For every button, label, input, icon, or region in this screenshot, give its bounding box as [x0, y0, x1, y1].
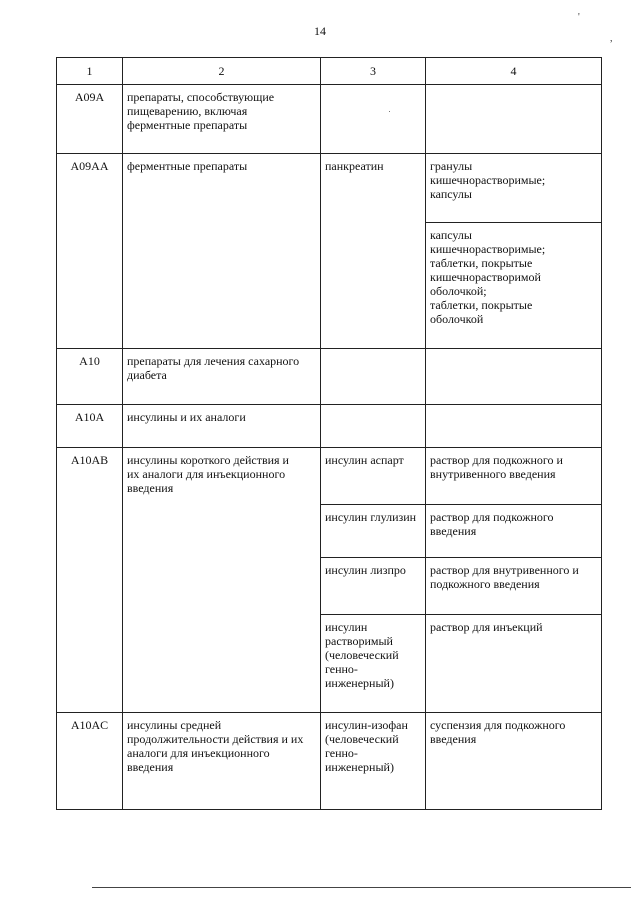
atc-code-cell: A09AA: [57, 154, 123, 349]
drug-cell: инсулин лизпро: [321, 558, 426, 615]
form-cell: раствор для инъекций: [426, 615, 602, 713]
table-row: [57, 713, 602, 810]
drug-cell: инсулин аспарт: [321, 448, 426, 505]
group-cell: инсулины короткого действия и их аналоги для инъекционного введения: [123, 448, 321, 713]
scan-mark: ,: [610, 33, 613, 44]
group-cell: препараты, способствующие пищеварению, включая ферментные препараты: [123, 85, 321, 154]
drug-cell: инсулин растворимый (человеческий генно- инженерный): [321, 615, 426, 713]
column-header: 3: [321, 58, 426, 85]
atc-code-cell: A09A: [57, 85, 123, 154]
form-cell: гранулы кишечнорастворимые; капсулы: [426, 154, 602, 223]
drug-cell: [321, 85, 426, 154]
form-cell: раствор для внутривенного и подкожного введения: [426, 558, 602, 615]
form-cell: раствор для подкожного и внутривенного введения: [426, 448, 602, 505]
medication-table: [56, 57, 602, 810]
table-header-row: [57, 58, 602, 85]
drug-cell: инсулин-изофан (человеческий генно- инженерный): [321, 713, 426, 810]
table-row: [57, 349, 602, 405]
page-number: 14: [314, 24, 326, 38]
table-row: [57, 154, 602, 223]
group-cell: ферментные препараты: [123, 154, 321, 349]
scan-mark: ': [578, 12, 580, 23]
drug-cell: инсулин глулизин: [321, 505, 426, 558]
column-header: 1: [57, 58, 123, 85]
form-cell: суспензия для подкожного введения: [426, 713, 602, 810]
atc-code-cell: A10AC: [57, 713, 123, 810]
drug-cell: [321, 349, 426, 405]
atc-code-cell: A10: [57, 349, 123, 405]
drug-cell: панкреатин: [321, 154, 426, 349]
column-header: 4: [426, 58, 602, 85]
group-cell: препараты для лечения сахарного диабета: [123, 349, 321, 405]
group-cell: инсулины средней продолжительности действия и их аналоги для инъекционного введения: [123, 713, 321, 810]
group-cell: инсулины и их аналоги: [123, 405, 321, 448]
drug-cell: [321, 405, 426, 448]
form-cell: капсулы кишечнорастворимые; таблетки, покрытые кишечнорастворимой оболочкой; таблетки, покрытые оболочкой: [426, 223, 602, 349]
table-row: [57, 448, 602, 505]
atc-code-cell: A10A: [57, 405, 123, 448]
atc-code-cell: A10AB: [57, 448, 123, 713]
form-cell: [426, 85, 602, 154]
form-cell: раствор для подкожного введения: [426, 505, 602, 558]
column-header: 2: [123, 58, 321, 85]
form-cell: [426, 405, 602, 448]
form-cell: [426, 349, 602, 405]
table-row: [57, 405, 602, 448]
footer-rule: [92, 887, 631, 888]
table-row: [57, 85, 602, 154]
